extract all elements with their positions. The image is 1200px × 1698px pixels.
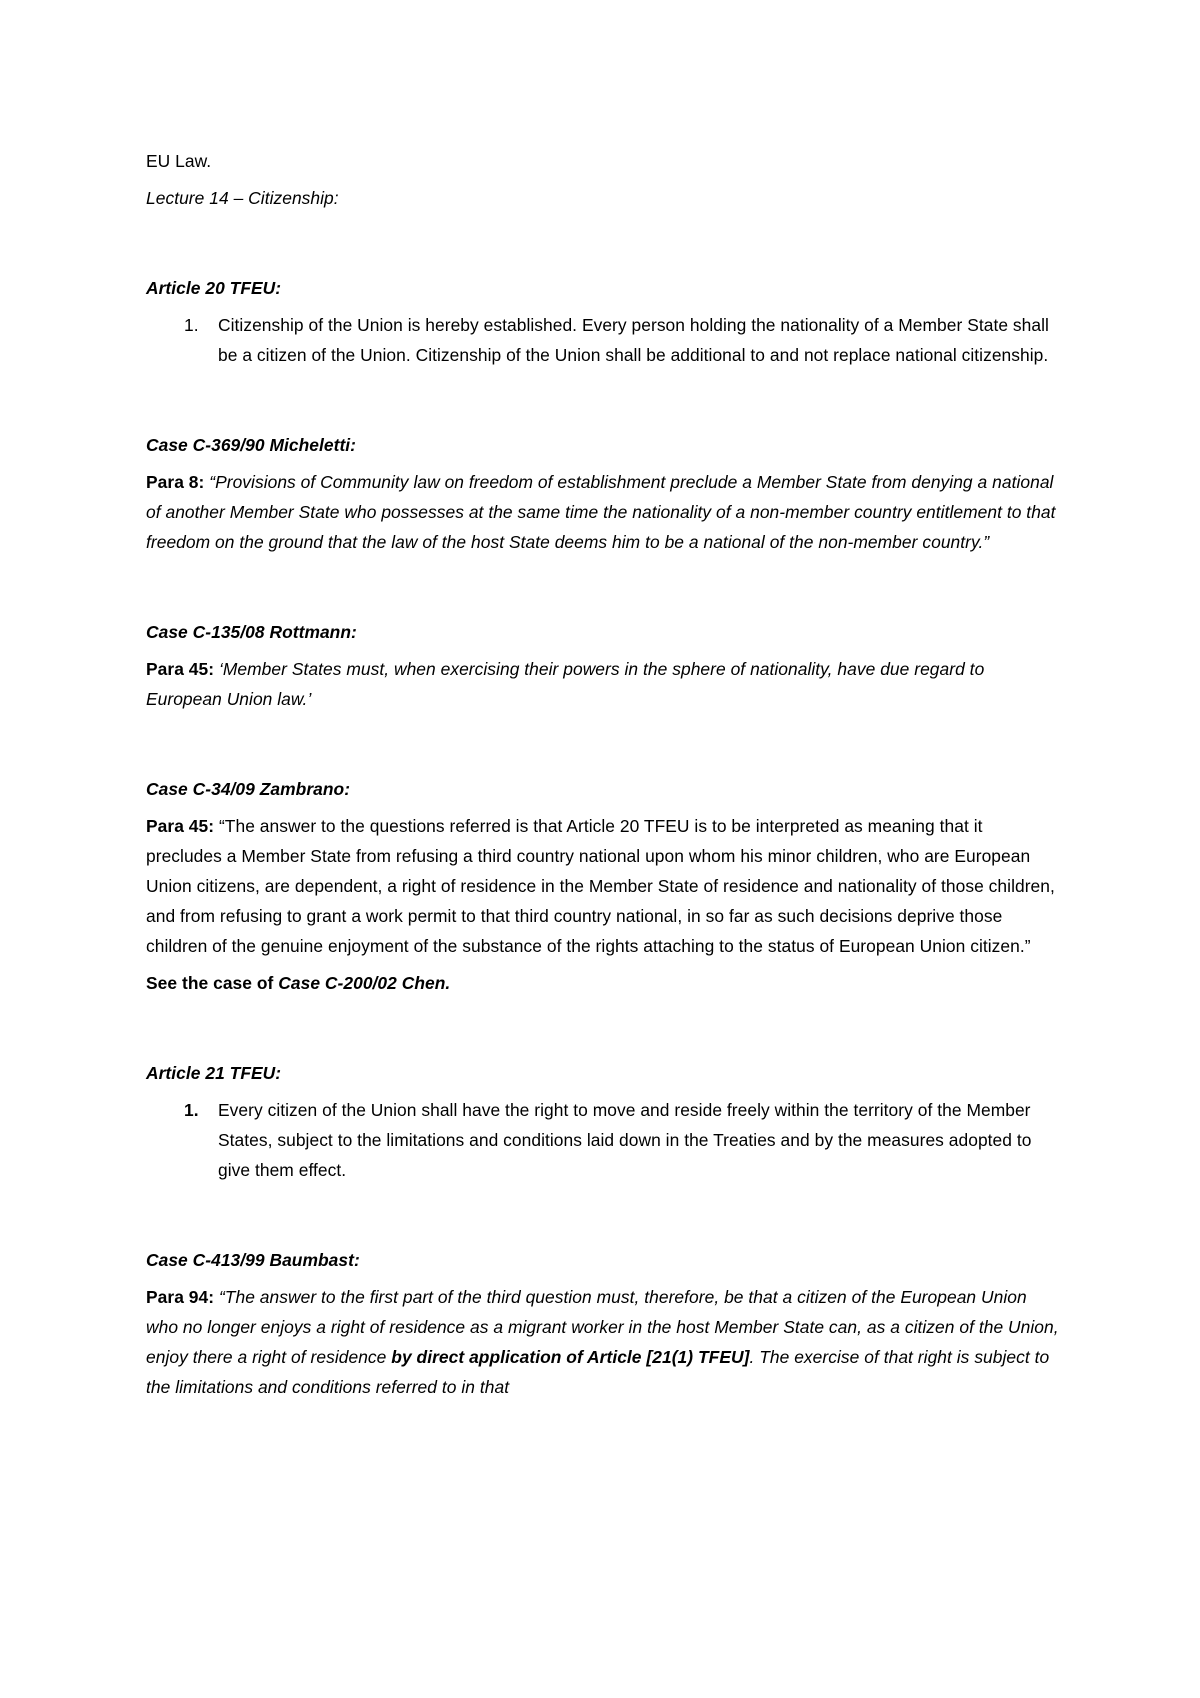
list-item-text: Every citizen of the Union shall have the right to move and reside freely within the territory of the Member States, subject to the limitations and conditions laid down in the Treaties and by the measures adopted to give them effect. bbox=[218, 1100, 1032, 1180]
quote-text: ‘Member States must, when exercising their powers in the sphere of nationality, have due regard to European Union law.’ bbox=[146, 659, 985, 709]
quote-text: “The answer to the first part of the third question must, therefore, be that a citizen of the European Union who no longer enjoys a right of residence as a migrant worker in the host Member State can, as a citizen of the Union, enjoy there a right of residence bbox=[146, 1287, 1059, 1367]
article-21-list bbox=[146, 1095, 1061, 1185]
quote-text: “Provisions of Community law on freedom of establishment preclude a Member State from denying a national of another Member State who possesses at the same time the nationality of a non-member country entitlement to that freedom on the ground that the law of the host State deems him to be a national of the non-member country.” bbox=[146, 472, 1056, 552]
document-title: EU Law. bbox=[146, 151, 212, 171]
case-zambrano-paragraph bbox=[146, 811, 1061, 961]
case-rottmann-heading: Case C-135/08 Rottmann: bbox=[146, 622, 357, 642]
case-baumbast-paragraph bbox=[146, 1282, 1061, 1402]
quote-emphasis: by direct application of Article [21(1) TFEU] bbox=[391, 1347, 750, 1367]
para-label: Para 8: bbox=[146, 472, 205, 492]
article-20-list bbox=[146, 310, 1061, 370]
see-also-case: Case C-200/02 Chen. bbox=[278, 973, 451, 993]
para-label: Para 45: bbox=[146, 816, 215, 836]
quote-text-continued: . The exercise of that right is subject to the limitations and conditions referred to in that bbox=[146, 1347, 1050, 1397]
list-number: 1. bbox=[184, 315, 199, 335]
case-rottmann-paragraph bbox=[146, 654, 1061, 714]
see-also-prefix: See the case of bbox=[146, 973, 279, 993]
lecture-title: Lecture 14 – Citizenship: bbox=[146, 188, 339, 208]
quote-text: “The answer to the questions referred is that Article 20 TFEU is to be interpreted as meaning that it precludes a Member State from refusing a third country national upon whom his minor children, who are European Union citizens, are dependent, a right of residence in the Member State of residence and nationality of those children, and from refusing to grant a work permit to that third country national, in so far as such decisions deprive those children of the genuine enjoyment of the substance of the rights attaching to the status of European Union citizen.” bbox=[146, 816, 1055, 956]
list-item-text: Citizenship of the Union is hereby established. Every person holding the nationality of a Member State shall be a citizen of the Union. Citizenship of the Union shall be additional to and not replace national citizenship. bbox=[218, 315, 1049, 365]
para-label: Para 45: bbox=[146, 659, 215, 679]
case-baumbast-heading: Case C-413/99 Baumbast: bbox=[146, 1250, 360, 1270]
list-number: 1. bbox=[184, 1100, 199, 1120]
see-also-note bbox=[146, 968, 1061, 998]
para-label: Para 94: bbox=[146, 1287, 215, 1307]
article-21-heading: Article 21 TFEU: bbox=[146, 1063, 282, 1083]
case-zambrano-heading: Case C-34/09 Zambrano: bbox=[146, 779, 351, 799]
article-20-heading: Article 20 TFEU: bbox=[146, 278, 282, 298]
case-micheletti-paragraph bbox=[146, 467, 1061, 557]
case-micheletti-heading: Case C-369/90 Micheletti: bbox=[146, 435, 357, 455]
document-body bbox=[146, 146, 1061, 1402]
